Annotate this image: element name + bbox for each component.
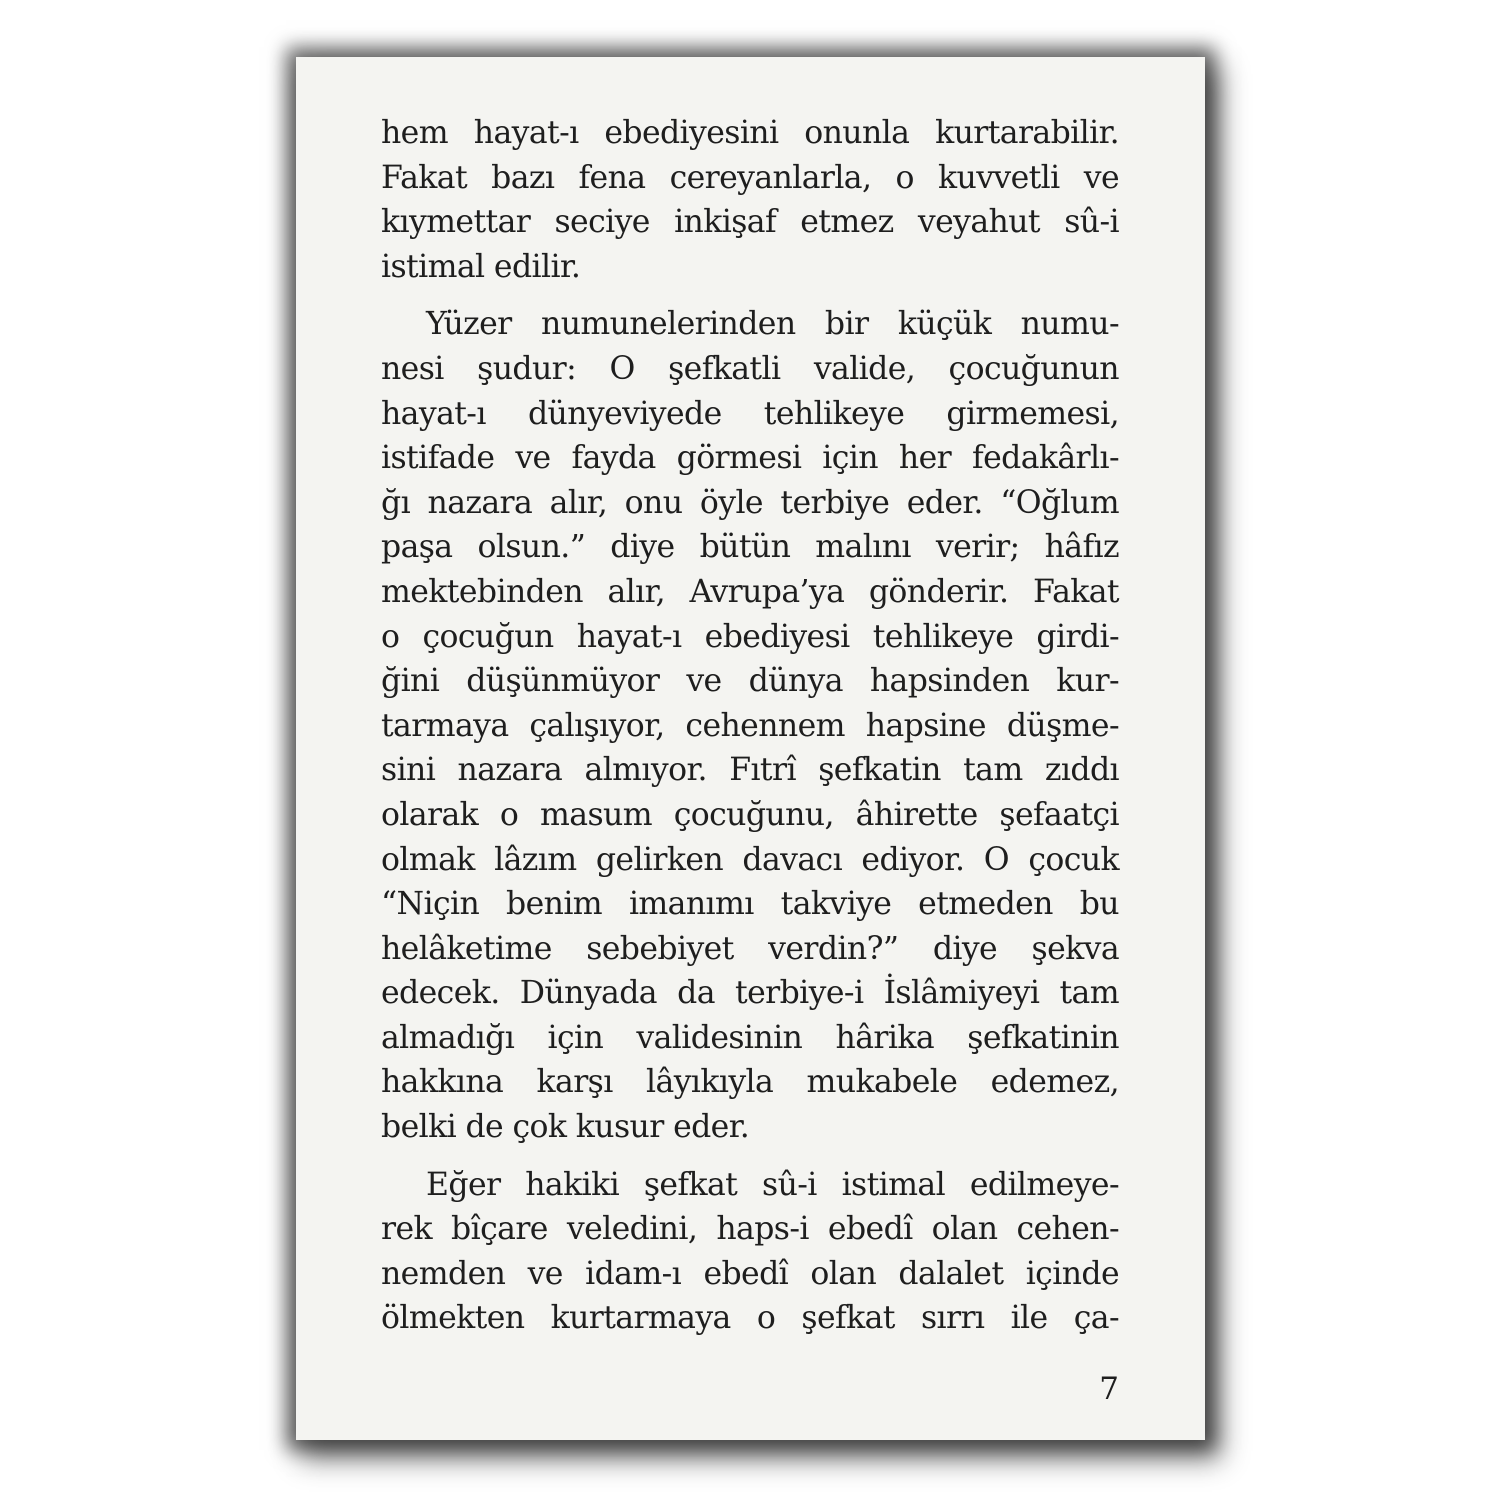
text-line: hakkına karşı lâyıkıyla mukabele edemez, xyxy=(381,1064,1119,1101)
text-line: olmak lâzım gelirken davacı ediyor. O çocuk xyxy=(381,841,1119,878)
text-line: helâketime sebebiyet verdin?” diye şekva xyxy=(381,930,1119,967)
body-text xyxy=(381,111,1119,1341)
text-line: Eğer hakiki şefkat sû-i istimal edilmeye- xyxy=(426,1166,1119,1203)
text-line: ğini düşünmüyor ve dünya hapsinden kur- xyxy=(381,663,1119,700)
text-line: ğı nazara alır, onu öyle terbiye eder. “Oğlum xyxy=(381,484,1119,521)
text-line: istifade ve fayda görmesi için her fedakârlı- xyxy=(381,440,1119,477)
paragraph-3 xyxy=(381,1163,1119,1341)
text-line: Fakat bazı fena cereyanlarla, o kuvvetli ve xyxy=(381,159,1119,196)
text-line: o çocuğun hayat-ı ebediyesi tehlikeye girdi- xyxy=(381,618,1119,655)
text-line: kıymettar seciye inkişaf etmez veyahut sû-i xyxy=(381,204,1119,241)
paragraph-2 xyxy=(381,302,1119,1149)
page-number: 7 xyxy=(1099,1371,1119,1407)
text-line: ölmekten kurtarmaya o şefkat sırrı ile ça- xyxy=(381,1300,1119,1337)
text-line: belki de çok kusur eder. xyxy=(381,1109,750,1146)
text-line: “Niçin benim imanımı takviye etmeden bu xyxy=(381,886,1119,923)
text-line: hem hayat-ı ebediyesini onunla kurtarabilir. xyxy=(381,115,1119,151)
paragraph-1 xyxy=(381,111,1119,289)
text-line: nesi şudur: O şefkatli valide, çocuğunun xyxy=(381,350,1119,387)
text-line: edecek. Dünyada da terbiye-i İslâmiyeyi tam xyxy=(381,975,1119,1012)
book-page xyxy=(296,57,1205,1440)
text-line: rek bîçare veledini, haps-i ebedî olan cehen- xyxy=(381,1211,1119,1248)
text-line: Yüzer numunelerinden bir küçük numu- xyxy=(426,306,1119,343)
text-line: olarak o masum çocuğunu, âhirette şefaatçi xyxy=(381,796,1119,833)
text-line: almadığı için validesinin hârika şefkatinin xyxy=(381,1019,1119,1056)
text-line: istimal edilir. xyxy=(381,248,581,285)
text-line: paşa olsun.” diye bütün malını verir; hâfız xyxy=(381,529,1119,566)
paragraph-gap xyxy=(381,289,1119,302)
text-line: sini nazara almıyor. Fıtrî şefkatin tam zıddı xyxy=(381,752,1119,789)
text-line: mektebinden alır, Avrupa’ya gönderir. Fakat xyxy=(381,573,1119,610)
paragraph-gap xyxy=(381,1150,1119,1163)
text-line: hayat-ı dünyeviyede tehlikeye girmemesi, xyxy=(381,395,1119,432)
text-line: tarmaya çalışıyor, cehennem hapsine düşme- xyxy=(381,707,1119,744)
text-line: nemden ve idam-ı ebedî olan dalalet içinde xyxy=(381,1255,1119,1292)
